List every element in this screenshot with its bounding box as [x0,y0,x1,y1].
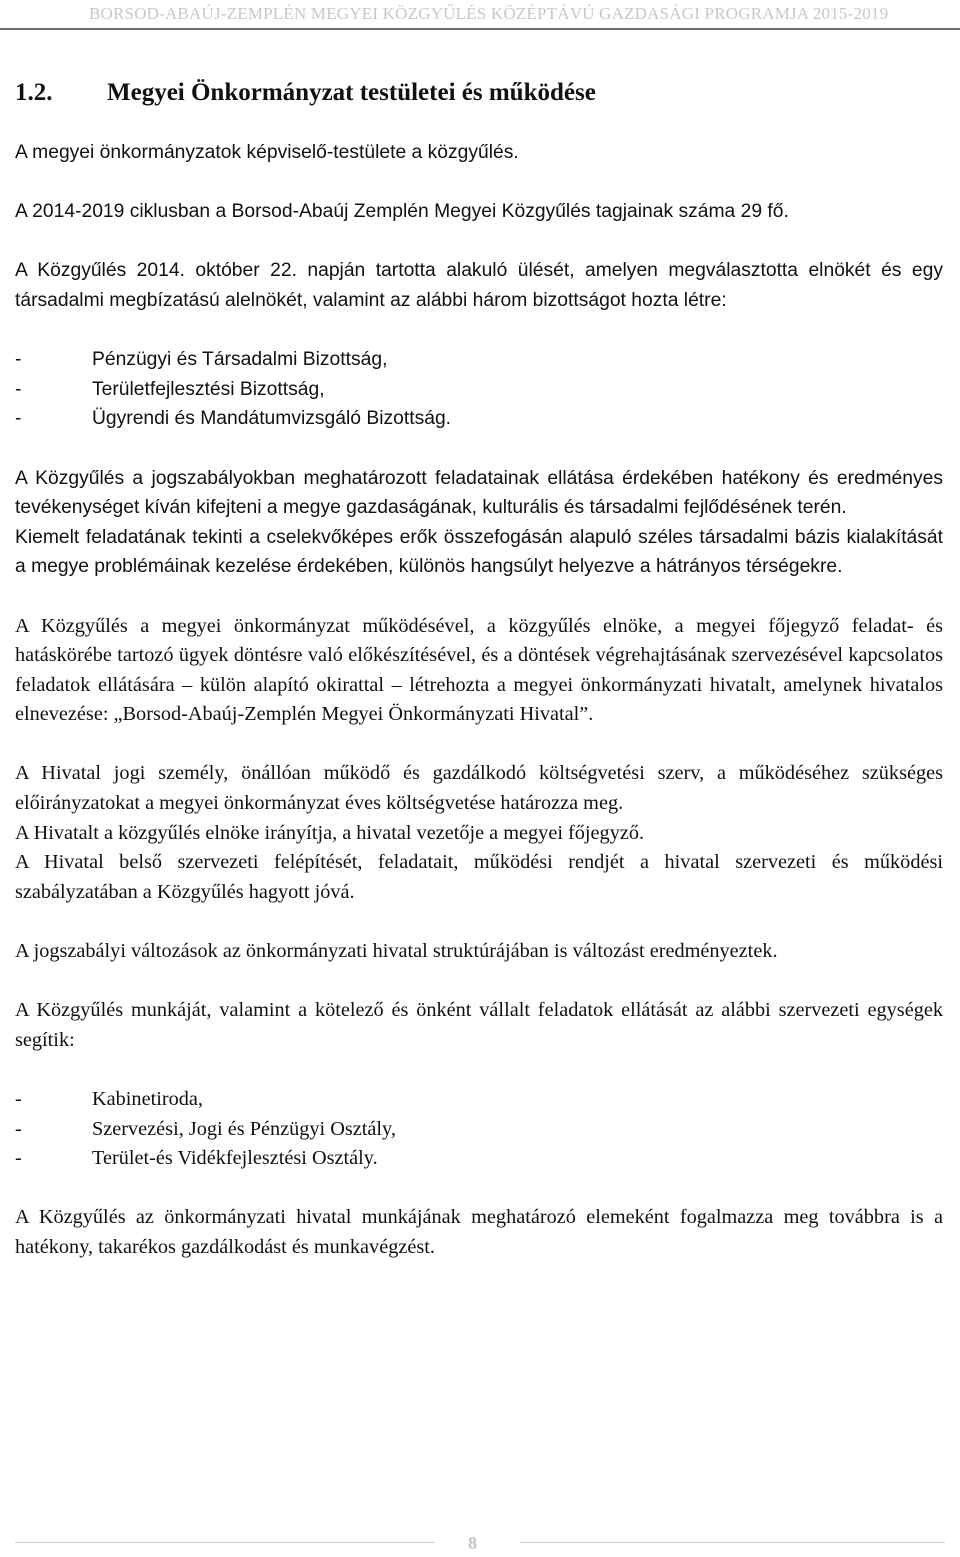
list-item [15,345,943,375]
committee-list [15,345,943,434]
paragraph-5: Kiemelt feladatának tekinti a cselekvőképes erők összefogásán alapuló széles társadalmi bázis kialakítását a megye problémáinak kezelése érdekében, különös hangsúlyt helyezve a hátrányos térségekre. [15,526,943,578]
footer-divider-right [520,1542,945,1543]
list-dash: - [15,1088,22,1110]
page-number: 8 [468,1533,477,1553]
list-item [15,1115,943,1145]
paragraph-8: A Hivatalt a közgyűlés elnöke irányítja, a hivatal vezetője a megyei főjegyző. [15,821,645,844]
list-dash: - [15,378,22,400]
footer-divider-left [15,1542,435,1543]
list-dash: - [15,1147,22,1170]
list-dash: - [15,1117,22,1140]
paragraph-9: A Hivatal belső szervezeti felépítését, feladatait, működési rendjét a hivatal szervezeti és működési szabályzatában a Közgyűlés hagyott jóvá. [15,851,943,903]
paragraph-1: A megyei önkormányzatok képviselő-testülete a közgyűlés. [15,142,519,163]
unit-name: Szervezési, Jogi és Pénzügyi Osztály, [92,1117,396,1140]
paragraph-4: A Közgyűlés a jogszabályokban meghatározott feladatainak ellátása érdekében hatékony és eredményes tevékenységet kíván kifejteni a megye gazdaságának, kulturális és társadalmi fejlődésének terén. [15,467,943,519]
list-dash: - [15,349,22,371]
running-header-title: BORSOD-ABAÚJ-ZEMPLÉN MEGYEI KÖZGYŰLÉS KÖZÉPTÁVÚ GAZDASÁGI PROGRAMJA 2015-2019 [89,4,889,23]
list-item [15,404,943,434]
unit-name: Kabinetiroda, [92,1088,203,1110]
committee-name: Pénzügyi és Társadalmi Bizottság, [92,349,388,371]
unit-list [15,1085,943,1174]
list-item [15,1144,943,1174]
paragraph-2: A 2014-2019 ciklusban a Borsod-Abaúj Zemplén Megyei Közgyűlés tagjainak száma 29 fő. [15,201,789,223]
list-item [15,1085,943,1115]
committee-name: Területfejlesztési Bizottság, [92,378,325,400]
section-title: Megyei Önkormányzat testületei és működése [107,79,596,106]
document-body [15,78,943,1263]
committee-name: Ügyrendi és Mandátumvizsgáló Bizottság. [92,408,452,430]
running-header [0,0,960,30]
section-number: 1.2. [15,79,53,106]
list-item [15,375,943,405]
paragraph-12: A Közgyűlés az önkormányzati hivatal munkájának meghatározó elemeként fogalmazza meg továbbra is a hatékony, takarékos gazdálkodást és munkavégzést. [15,1206,943,1258]
paragraph-10: A jogszabályi változások az önkormányzati hivatal struktúrájában is változást eredményeztek. [15,940,778,963]
paragraph-6: A Közgyűlés a megyei önkormányzat működésével, a közgyűlés elnöke, a megyei főjegyző feladat- és hatáskörébe tartozó ügyek döntésre való előkészítésével, és a döntések végrehajtásának szervezésével kapcsolatos feladatok ellátására – külön alapító okirattal – létrehozta a megyei önkormányzati hivatalt, amelynek hivatalos elnevezése: „Borsod-Abaúj-Zemplén Megyei Önkormányzati Hivatal”. [15,614,943,726]
list-dash: - [15,408,22,430]
page-footer [0,1530,960,1557]
unit-name: Terület-és Vidékfejlesztési Osztály. [92,1147,378,1170]
paragraph-11: A Közgyűlés munkáját, valamint a kötelező és önként vállalt feladatok ellátását az alábbi szervezeti egységek segítik: [15,999,943,1051]
paragraph-7: A Hivatal jogi személy, önállóan működő és gazdálkodó költségvetési szerv, a működéséhez szükséges előirányzatokat a megyei önkormányzat éves költségvetése határozza meg. [15,762,943,815]
paragraph-3: A Közgyűlés 2014. október 22. napján tartotta alakuló ülését, amelyen megválasztotta elnökét és egy társadalmi megbízatású alelnökét, valamint az alábbi három bizottságot hozta létre: [15,260,943,311]
section-heading [15,78,943,108]
